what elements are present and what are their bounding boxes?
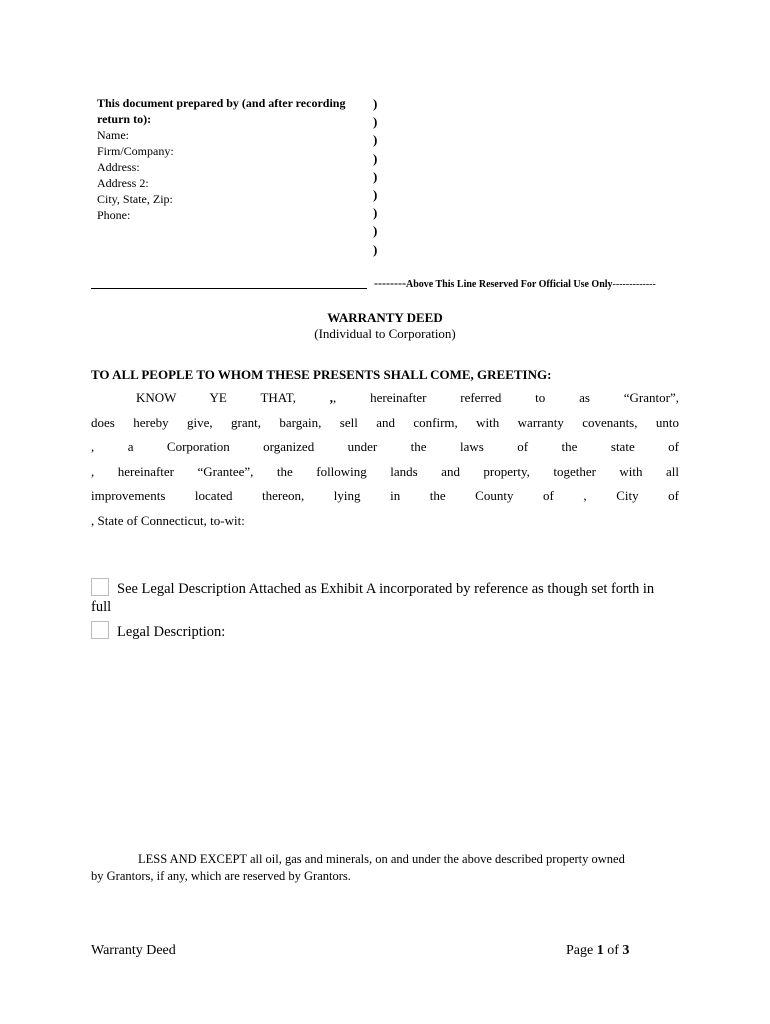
field-phone: Phone:	[97, 208, 131, 222]
paren: )	[373, 241, 378, 257]
paren: )	[373, 150, 378, 166]
legal-description-checkbox[interactable]	[91, 621, 109, 639]
prepared-by-heading-cont: return to):	[97, 112, 152, 126]
prepared-by-heading: This document prepared by (and after recording	[97, 96, 346, 110]
para-line-4: , hereinafter “Grantee”, the following lands and property, together with all	[91, 463, 679, 479]
para-line-5: improvements located thereon, lying in the County of , City of	[91, 488, 679, 503]
official-use-text: Above This Line Reserved For Official Use Only	[405, 279, 613, 290]
document-title: WARRANTY DEED	[327, 310, 443, 325]
official-use-tail: -------------	[612, 279, 656, 290]
para-line-2: does hereby give, grant, bargain, sell and confirm, with warranty covenants, unto	[91, 414, 679, 430]
exhibit-checkbox[interactable]	[91, 578, 109, 596]
paren-column	[373, 95, 377, 259]
official-use-dashes: --------	[374, 276, 406, 290]
para-line-6: , State of Connecticut, to-wit:	[91, 512, 245, 528]
legal-description-option: Legal Description:	[91, 621, 681, 641]
field-city-state-zip: City, State, Zip:	[97, 192, 173, 206]
less-except-paragraph: LESS AND EXCEPT all oil, gas and minerals, on and under the above described property owned by Grantors, if any, which are reserved by Grantors.	[91, 852, 625, 883]
para-line-1: KNOW YE THAT, ,, hereinafter referred to as “Grantor”,	[136, 390, 679, 405]
grant-paragraph	[91, 386, 679, 533]
paren: )	[373, 132, 378, 148]
signature-rule	[91, 288, 367, 289]
paren: )	[373, 168, 378, 184]
field-firm: Firm/Company:	[97, 144, 174, 158]
paren: )	[373, 96, 378, 111]
prepared-by-block	[97, 95, 367, 223]
para-line-3: , a Corporation organized under the laws of the state of	[91, 439, 679, 454]
field-address: Address:	[97, 160, 140, 174]
official-use-line	[374, 276, 656, 291]
paren: )	[373, 205, 378, 221]
exhibit-option: See Legal Description Attached as Exhibit A incorporated by reference as though set forth in full	[91, 578, 681, 616]
paren: )	[373, 223, 378, 239]
field-name: Name:	[97, 128, 129, 142]
page-number: Page 1 of 3	[566, 943, 630, 958]
document-subtitle: (Individual to Corporation)	[314, 326, 456, 341]
field-address2: Address 2:	[97, 176, 149, 190]
greeting: TO ALL PEOPLE TO WHOM THESE PRESENTS SHALL COME, GREETING:	[91, 367, 552, 382]
paren: )	[373, 114, 378, 130]
paren: )	[373, 187, 378, 203]
footer-title: Warranty Deed	[91, 943, 176, 958]
